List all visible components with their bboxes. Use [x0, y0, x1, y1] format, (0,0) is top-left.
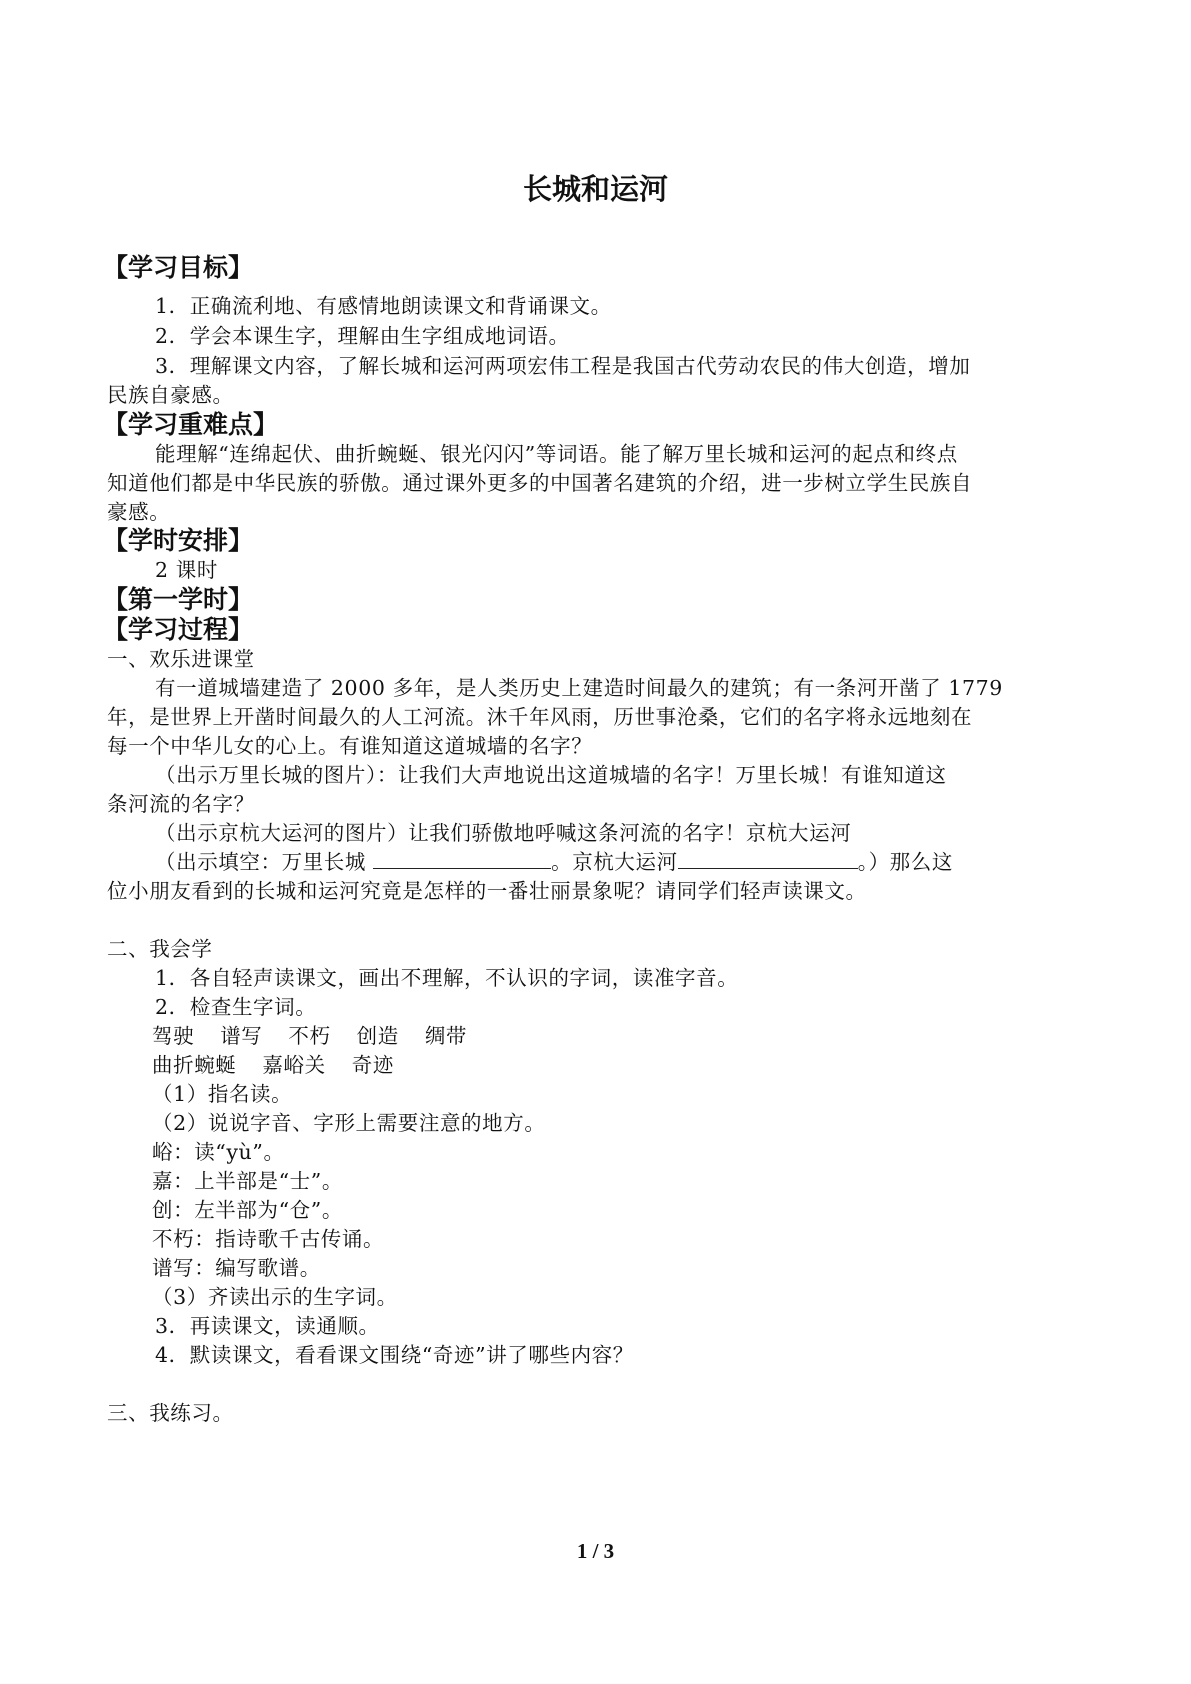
- part2-substep-1: （1）指名读。: [152, 1082, 293, 1106]
- part1-line-1: 有一道城墙建造了 2000 多年，是人类历史上建造时间最久的建筑；有一条河开凿了 1779: [155, 676, 1003, 700]
- fill-blank-suffix: 。）那么这: [857, 850, 953, 874]
- fill-blank-middle: 。京杭大运河: [551, 850, 678, 874]
- note-3: 创：左半部为“仓”。: [152, 1198, 343, 1222]
- vocab-word: 奇迹: [351, 1053, 394, 1077]
- note-5: 谱写：编写歌谱。: [152, 1256, 321, 1280]
- part1-line-2: 年，是世界上开凿时间最久的人工河流。沐千年风雨，历世事沧桑，它们的名字将永远地刻在: [107, 705, 973, 729]
- vocab-row-1: [152, 1022, 1132, 1051]
- goal-item-3: 3．理解课文内容，了解长城和运河两项宏伟工程是我国古代劳动农民的伟大创造，增加: [155, 354, 971, 378]
- part2-step-4: 4．默读课文，看看课文围绕“奇迹”讲了哪些内容？: [155, 1343, 634, 1367]
- part2-title: 二、我会学: [107, 937, 213, 961]
- key-points-line-3: 豪感。: [107, 500, 171, 524]
- part2-substep-2: （2）说说字音、字形上需要注意的地方。: [152, 1111, 546, 1135]
- key-points-line-2: 知道他们都是中华民族的骄傲。通过课外更多的中国著名建筑的介绍，进一步树立学生民族自: [107, 471, 973, 495]
- goal-item-2: 2．学会本课生字，理解由生字组成地词语。: [155, 324, 570, 348]
- vocab-word: 曲折蜿蜒: [152, 1053, 237, 1077]
- part2-step-1: 1．各自轻声读课文，画出不理解，不认识的字词，读准字音。: [155, 966, 739, 990]
- part1-line-5: 条河流的名字？: [107, 792, 255, 816]
- goal-item-3-cont: 民族自豪感。: [107, 383, 234, 407]
- section-heading-key-points: 【学习重难点】: [103, 410, 279, 439]
- vocab-word: 绸带: [424, 1024, 468, 1048]
- section-heading-first-period: 【第一学时】: [103, 585, 254, 614]
- note-2: 嘉：上半部是“士”。: [152, 1169, 343, 1193]
- part1-title: 一、欢乐进课堂: [107, 647, 255, 671]
- part2-substep-3: （3）齐读出示的生字词。: [152, 1285, 398, 1309]
- vocab-word: 嘉峪关: [262, 1053, 326, 1077]
- vocab-word: 不朽: [288, 1024, 331, 1048]
- section-heading-schedule: 【学时安排】: [103, 526, 254, 555]
- part1-fill-blank: [155, 848, 1135, 877]
- section-heading-goals: 【学习目标】: [103, 253, 254, 282]
- note-1: 峪：读“yù”。: [152, 1140, 285, 1164]
- goal-item-1: 1．正确流利地、有感情地朗读课文和背诵课文。: [155, 294, 612, 318]
- fill-blank-line-1: [373, 850, 551, 869]
- part1-line-3: 每一个中华儿女的心上。有谁知道这道城墙的名字？: [107, 734, 593, 758]
- note-4: 不朽：指诗歌千古传诵。: [152, 1227, 385, 1251]
- document-title: 长城和运河: [522, 172, 668, 206]
- vocab-word: 谱写: [220, 1024, 263, 1048]
- part3-title: 三、我练习。: [107, 1401, 234, 1425]
- part1-closing: 位小朋友看到的长城和运河究竟是怎样的一番壮丽景象呢？请同学们轻声读课文。: [107, 879, 867, 903]
- part2-step-2: 2．检查生字词。: [155, 995, 317, 1019]
- section-heading-process: 【学习过程】: [103, 615, 254, 644]
- vocab-word: 创造: [356, 1024, 399, 1048]
- fill-blank-line-2: [678, 850, 858, 869]
- key-points-line-1: 能理解“连绵起伏、曲折蜿蜒、银光闪闪”等词语。能了解万里长城和运河的起点和终点: [155, 442, 958, 466]
- part2-step-3: 3．再读课文，读通顺。: [155, 1314, 380, 1338]
- vocab-row-2: [152, 1051, 1132, 1080]
- part1-line-6: （出示京杭大运河的图片）让我们骄傲地呼喊这条河流的名字！京杭大运河: [155, 821, 852, 845]
- page-indicator: 1 / 3: [576, 1539, 615, 1563]
- vocab-word: 驾驶: [152, 1024, 195, 1048]
- fill-blank-prefix: （出示填空：万里长城: [155, 850, 374, 874]
- part1-line-4: （出示万里长城的图片）：让我们大声地说出这道城墙的名字！万里长城！有谁知道这: [155, 763, 947, 787]
- schedule-text: 2 课时: [155, 558, 218, 582]
